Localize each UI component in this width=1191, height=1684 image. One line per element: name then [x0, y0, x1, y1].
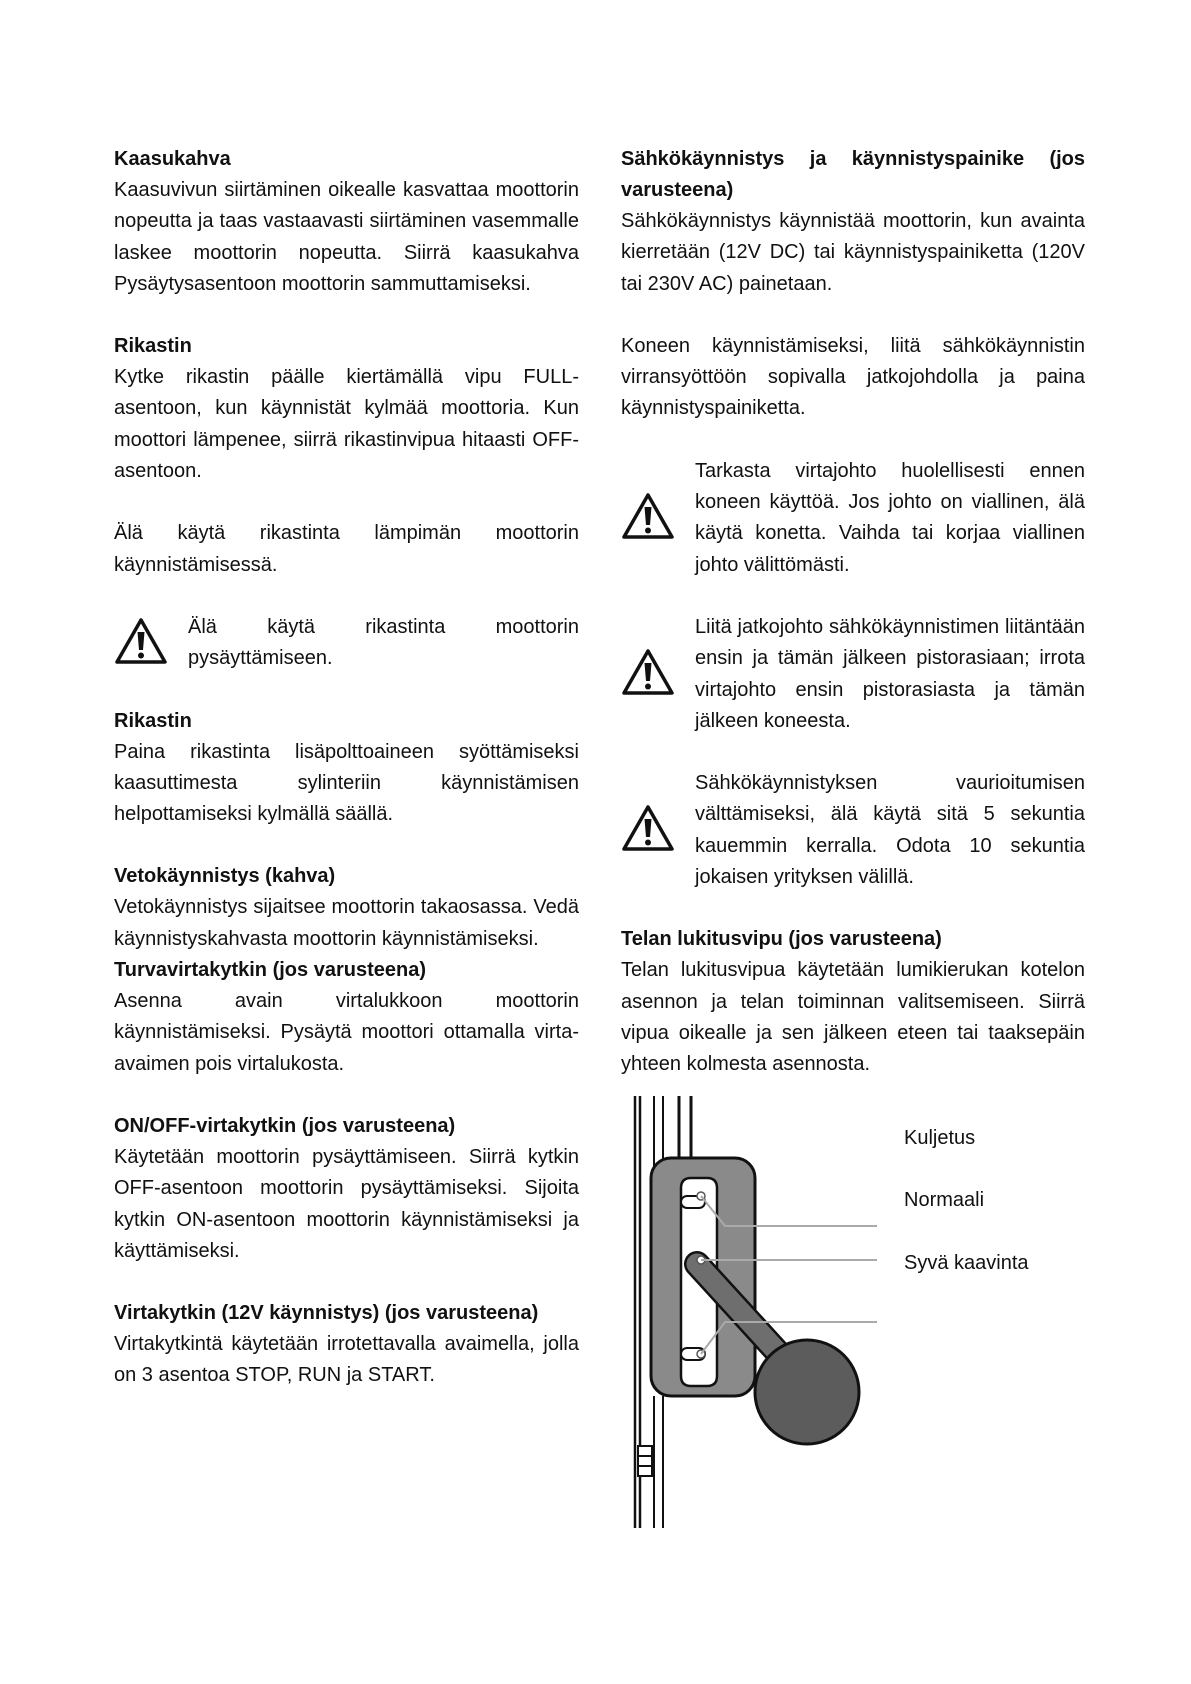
- sahkokaynnistys-text2: Koneen käynnistämiseksi, liitä sähkökäynnistin virransyöttöön sopivalla jatkojohdolla ja paina käynnistyspainiketta.: [621, 334, 1085, 420]
- warning-icon: [621, 492, 695, 545]
- starter-damage-warning: [621, 768, 1085, 893]
- sahkokaynnistys-heading: Sähkökäynnistys ja käynnistyspainike (jos varusteena): [621, 148, 1085, 201]
- rikastin-text: Kytke rikastin päälle kiertämällä vipu FULL-asentoon, kun käynnistät kylmää moottoria. Kun moottori lämpenee, siirrä rikastinvipua hitaasti OFF-asentoon.: [114, 366, 579, 483]
- vetokaynnistys-heading: Vetokäynnistys (kahva): [114, 865, 336, 888]
- label-normaali: Normaali: [904, 1189, 985, 1211]
- rikastin-note: Älä käytä rikastinta lämpimän moottorin käynnistämisessä.: [114, 522, 579, 576]
- rikastin2-heading: Rikastin: [114, 709, 192, 732]
- kaasukahva-text: Kaasuvivun siirtäminen oikealle kasvattaa moottorin nopeutta ja taas vastaavasti siirtäminen vasemmalle laskee moottorin nopeutta. Siirrä kaasukahva Pysäytysasentoon moottorin sammuttamiseksi.: [114, 179, 579, 295]
- rikastin-warning-text: Älä käytä rikastinta moottorin pysäyttämiseen.: [188, 615, 579, 670]
- turvavirtakytkin-heading: Turvavirtakytkin (jos varusteena): [114, 959, 426, 982]
- extension-warning: [621, 612, 1085, 737]
- lock-lever-figure: [621, 1096, 1101, 1528]
- onoff-heading: ON/OFF-virtakytkin (jos varusteena): [114, 1114, 456, 1137]
- starter-damage-warning-text: Sähkökäynnistyksen vaurioitumisen välttämiseksi, älä käytä sitä 5 sekuntia kauemmin kerralla. Odota 10 sekuntia jokaisen yrityksen välillä.: [695, 772, 1085, 889]
- cord-warning-text: Tarkasta virtajohto huolellisesti ennen koneen käyttöä. Jos johto on viallinen, älä käytä konetta. Vaihda tai korjaa viallinen johto välittömästi.: [695, 459, 1085, 576]
- virtakytkin12v-text: Virtakytkintä käytetään irrotettavalla avaimella, jolla on 3 asentoa STOP, RUN ja START.: [114, 1333, 579, 1387]
- lock-lever-illustration: [621, 1096, 1101, 1528]
- onoff-text: Käytetään moottorin pysäyttämiseen. Siirrä kytkin OFF-asentoon moottorin pysäyttämiseksi. Sijoita kytkin ON-asentoon moottorin käynnistämiseksi ja käyttämiseksi.: [114, 1145, 579, 1262]
- warning-icon: [621, 648, 695, 701]
- rikastin2-text: Paina rikastinta lisäpolttoaineen syöttämiseksi kaasuttimesta sylinteriin käynnistämisen helpottamiseksi kylmällä säällä.: [114, 740, 579, 826]
- rikastin-warning: [114, 612, 579, 675]
- label-syva-kaavinta: Syvä kaavinta: [904, 1252, 1029, 1274]
- telan-text: Telan lukitusvipua käytetään lumikierukan kotelon asennon ja telan toiminnan valitsemiseen. Siirrä vipua oikealle ja sen jälkeen eteen tai taaksepäin yhteen kolmesta asennosta.: [621, 959, 1085, 1076]
- label-kuljetus: Kuljetus: [904, 1127, 976, 1149]
- left-column: [114, 144, 579, 1392]
- warning-icon: [114, 617, 188, 670]
- extension-warning-text: Liitä jatkojohto sähkökäynnistimen liitäntään ensin ja tämän jälkeen pistorasiaan; irrota virtajohto ensin pistorasiasta ja tämän jälkeen koneesta.: [695, 615, 1085, 732]
- turvavirtakytkin-text: Asenna avain virtalukkoon moottorin käynnistämiseksi. Pysäytä moottori ottamalla virta-avaimen pois virtalukosta.: [114, 990, 579, 1075]
- right-column: [621, 144, 1085, 1081]
- warning-icon: [621, 804, 695, 857]
- rikastin-heading: Rikastin: [114, 335, 192, 358]
- vetokaynnistys-text: Vetokäynnistys sijaitsee moottorin takaosassa. Vedä käynnistyskahvasta moottorin käynnistämiseksi.: [114, 896, 579, 950]
- virtakytkin12v-heading: Virtakytkin (12V käynnistys) (jos varusteena): [114, 1302, 539, 1325]
- telan-heading: Telan lukitusvipu (jos varusteena): [621, 928, 942, 951]
- kaasukahva-heading: Kaasukahva: [114, 148, 231, 170]
- cord-warning: [621, 456, 1085, 581]
- sahkokaynnistys-text: Sähkökäynnistys käynnistää moottorin, kun avainta kierretään (12V DC) tai käynnistyspainiketta (120V tai 230V AC) painetaan.: [621, 210, 1085, 295]
